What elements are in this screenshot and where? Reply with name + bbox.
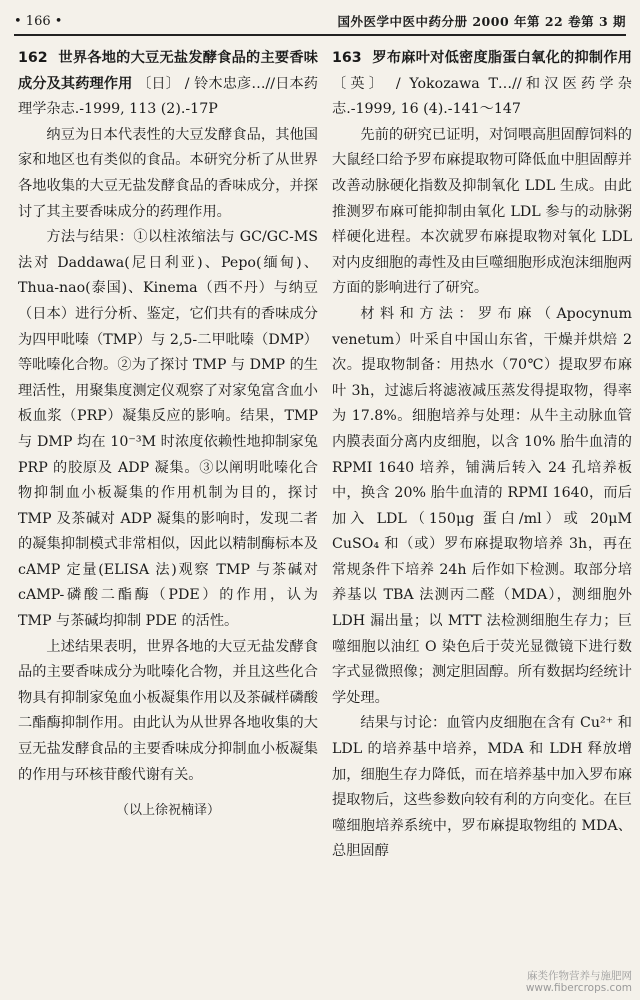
article-number: 163 [332,50,362,66]
paragraph: 上述结果表明，世界各地的大豆无盐发酵食品的主要香味成分为吡嗪化合物，并且这些化合物具有抑制家兔血小板凝集作用以及茶碱样磷酸二酯酶抑制作用。由此认为从世界各地收集的大豆无盐发酵食品的主要香味成分抑制血小板凝集的作用与环核苷酸代谢有关。 [18,638,318,783]
paragraph: 结果与讨论：血管内皮细胞在含有 Cu²⁺ 和 LDL 的培养基中培养，MDA 和 LDH 释放增加，细胞生存力降低，而在培养基中加入罗布麻提取物后，这些参数向较有利的方向变化。在巨噬细胞培养系统中，罗布麻提取物组的 MDA、总胆固醇 [332,715,632,860]
article-title: 世界各地的大豆无盐发酵食品的主要香味成分及其药理作用 [18,50,318,92]
page-header [14,8,626,36]
paragraph: 方法与结果：①以柱浓缩法与 GC/GC-MS 法对 Daddawa(尼日利亚)、Pepo(缅甸)、Thua-nao(泰国)、Kinema（西不丹）与纳豆（日本）进行分析、鉴定，它们共有的香味成分为四甲吡嗪（TMP）与 2,5-二甲吡嗪（DMP）等吡嗪化合物。②为了探讨 TMP 与 DMP 的生理活性，用聚集度测定仪观察了对家兔富含血小板血浆（PRP）凝集反应的影响。结果，TMP 与 DMP 均在 10⁻³M 时浓度依赖性地抑制家兔 PRP 的胶原及 ADP 凝集。③以阐明吡嗪化合物抑制血小板凝集的作用机制为目的，探讨 TMP 及茶碱对 ADP 凝集的影响时，发现二者的凝集抑制模式非常相似，因此以精制酶标本及 cAMP 定量(ELISA 法)观察 TMP 与茶碱对 cAMP-磷酸二酯酶（PDE）的作用，认为 TMP 与茶碱均抑制 PDE 的活性。 [18,229,318,630]
article-title: 罗布麻叶对低密度脂蛋白氧化的抑制作用 [372,50,632,66]
site-watermark [526,970,632,994]
article-163-heading [332,46,632,123]
page-number: • 166 • [14,13,63,29]
paragraph: 纳豆为日本代表性的大豆发酵食品，其他国家和地区也有类似的食品。本研究分析了从世界各地收集的大豆无盐发酵食品的香味成分，并探讨了其主要香味成分的药理作用。 [18,126,318,220]
article-language: 〔日〕 [137,75,181,92]
right-column [332,46,632,865]
translator-note: （以上徐祝楠译） [115,803,220,819]
article-citation: / Yokozawa T…//和汉医药学杂志.-1999, 16 (4).-141～147 [332,75,632,118]
journal-title: 国外医学中医中药分册 2000 年第 22 卷第 3 期 [337,14,626,29]
article-citation: / 铃木忠彦…//日本药理学杂志.-1999, 113 (2).-17P [18,75,318,118]
article-language: 〔英〕 [332,75,388,92]
paragraph: 材料和方法：罗布麻（Apocynum venetum）叶采自中国山东省，干燥并烘焙 2 次。提取物制备：用热水（70℃）提取罗布麻叶 3h，过滤后将滤液减压蒸发得提取物，得率为 17.8%。细胞培养与处理：从牛主动脉血管内膜表面分离内皮细胞，以含 10% 胎牛血清的 RPMI 1640 培养，铺满后转入 24 孔培养板中，换含 20% 胎牛血清的 RPMI 1640，而后加入 LDL（150μg 蛋白/ml）或 20μM CuSO₄ 和（或）罗布麻提取物培养 3h，再在常规条件下培养 24h 后作如下检测。取部分培养基以 TBA 法测丙二醛（MDA），测细胞外 LDH 漏出量；以 MTT 法检测细胞生存力；巨噬细胞以油红 O 染色后于荧光显微镜下进行数字式显微照像；测定胆固醇。所有数据均经统计学处理。 [332,305,632,706]
watermark-line: 麻类作物营养与施肥网 [527,970,632,982]
article-number: 162 [18,50,48,66]
paragraph: 先前的研究已证明，对饲喂高胆固醇饲料的大鼠经口给予罗布麻提取物可降低血中胆固醇并改善动脉硬化指数及抑制氧化 LDL 生成。由此推测罗布麻可能抑制由氧化 LDL 参与的动脉粥样硬化进程。本次就罗布麻提取物对氧化 LDL 对内皮细胞的毒性及由巨噬细胞形成泡沫细胞两方面的影响进行了研究。 [332,126,632,297]
watermark-url: www.fibercrops.com [525,982,632,994]
left-column [18,46,318,824]
article-162-heading [18,46,318,123]
